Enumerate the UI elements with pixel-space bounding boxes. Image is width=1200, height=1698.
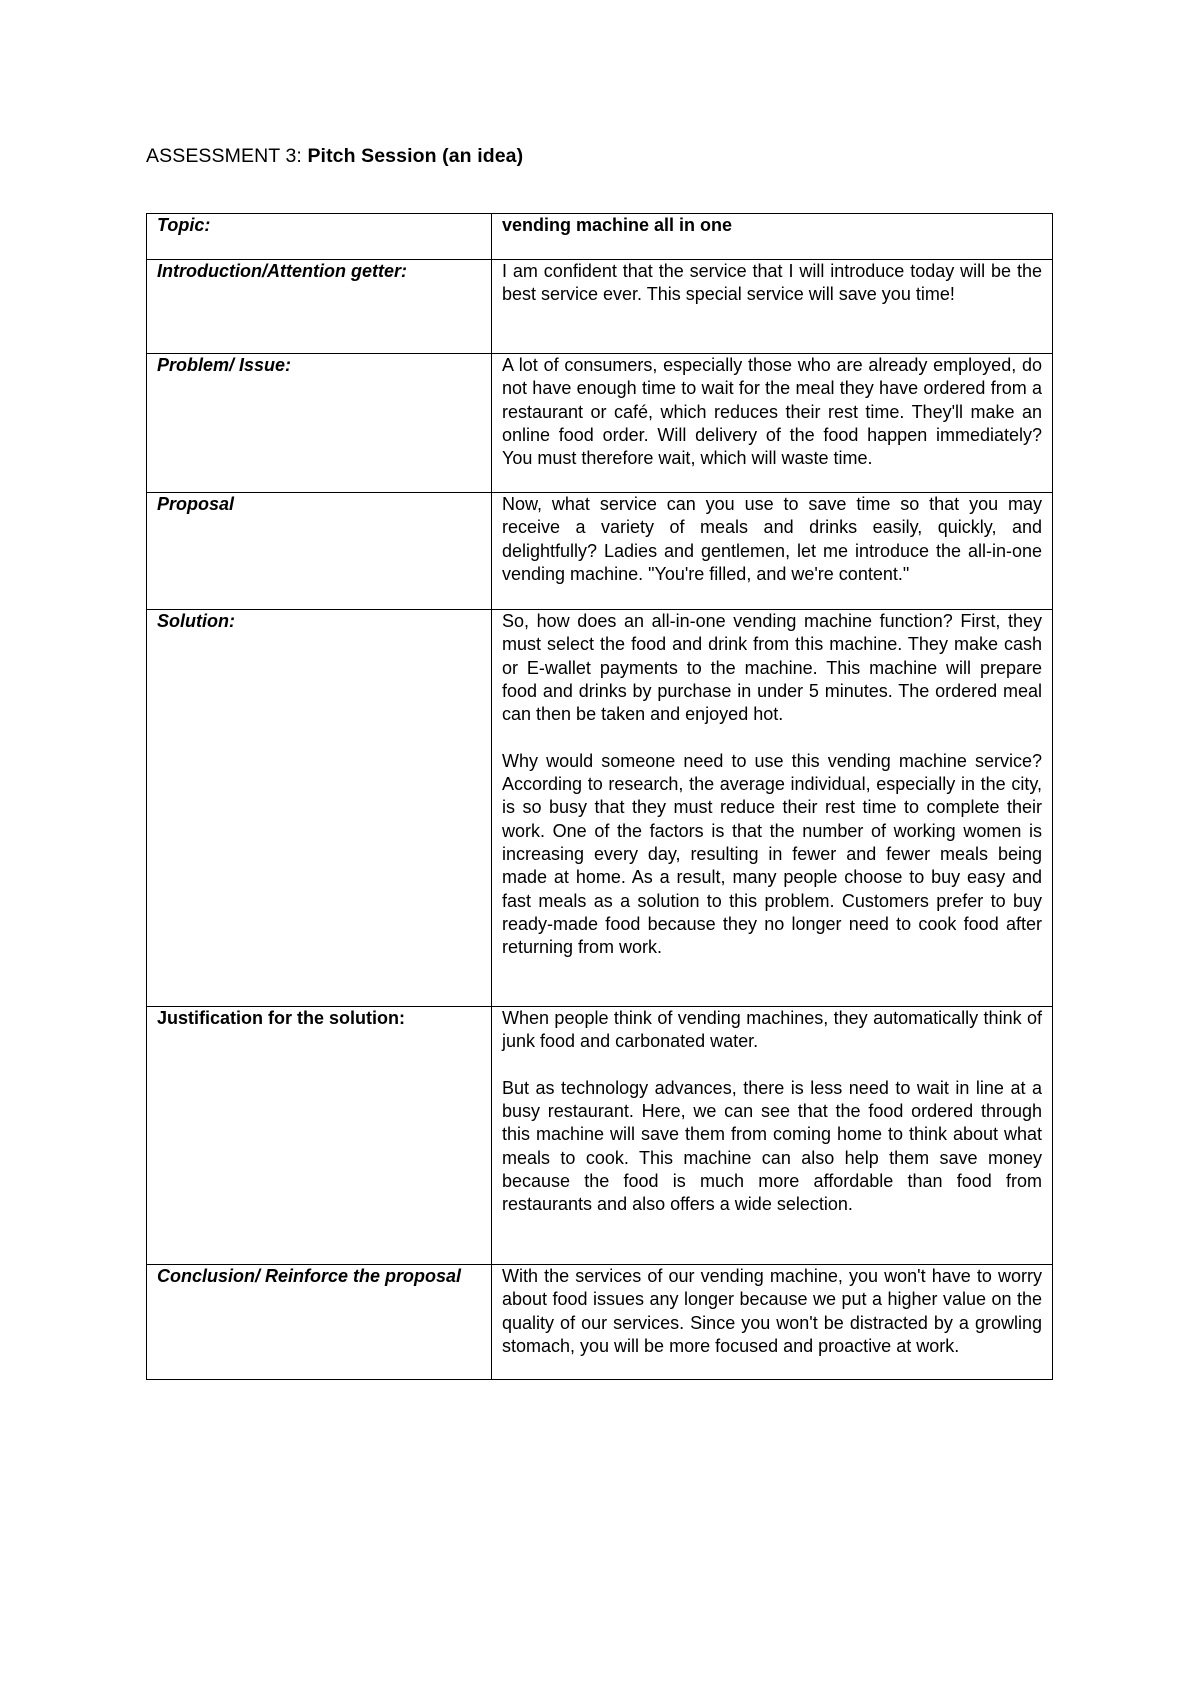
row-content (492, 260, 1053, 354)
row-paragraph: So, how does an all-in-one vending machine function? First, they must select the food and drink from this machine. They make cash or E-wallet payments to the machine. This machine will prepare food and drinks by purchase in under 5 minutes. The ordered meal can then be taken and enjoyed hot. (502, 611, 1042, 725)
page-title (146, 145, 523, 168)
row-paragraph: Why would someone need to use this vending machine service? According to research, the average individual, especially in the city, is so busy that they must reduce their rest time to complete their work. One of the factors is that the number of working women is increasing every day, resulting in fewer and fewer meals being made at home. As a result, many people choose to buy easy and fast meals as a solution to this problem. Customers prefer to buy ready-made food because they no longer need to cook food after returning from work. (502, 750, 1042, 958)
row-label: Topic: (147, 214, 492, 260)
row-content (492, 214, 1053, 260)
table-row-justification (147, 1007, 1053, 1265)
table-row-topic (147, 214, 1053, 260)
row-content (492, 354, 1053, 493)
row-label: Problem/ Issue: (147, 354, 492, 493)
row-paragraph: I am confident that the service that I will introduce today will be the best service ever. This special service will save you time! (502, 261, 1042, 305)
row-paragraph: But as technology advances, there is less need to wait in line at a busy restaurant. Here, we can see that the food ordered through this machine will save them from coming home to think about what meals to cook. This machine can also help them save money because the food is much more affordable than food from restaurants and also offers a wide selection. (502, 1077, 1042, 1215)
row-paragraph: When people think of vending machines, they automatically think of junk food and carbonated water. (502, 1008, 1042, 1052)
row-paragraph: vending machine all in one (502, 215, 733, 235)
row-label: Solution: (147, 610, 492, 1007)
row-paragraph: A lot of consumers, especially those who are already employed, do not have enough time to wait for the meal they have ordered from a restaurant or café, which reduces their rest time. They'll make an online food order. Will delivery of the food happen immediately? You must therefore wait, which will waste time. (502, 355, 1042, 469)
row-paragraph: Now, what service can you use to save time so that you may receive a variety of meals and drinks easily, quickly, and delightfully? Ladies and gentlemen, let me introduce the all-in-one vending machine. "You're filled, and we're content." (502, 494, 1042, 584)
row-content (492, 1265, 1053, 1380)
row-content (492, 1007, 1053, 1265)
row-content (492, 610, 1053, 1007)
row-label: Proposal (147, 493, 492, 610)
table-row-solution (147, 610, 1053, 1007)
title-prefix: ASSESSMENT 3: (146, 145, 302, 167)
row-content (492, 493, 1053, 610)
row-label: Introduction/Attention getter: (147, 260, 492, 354)
table-row-conclusion (147, 1265, 1053, 1380)
row-label: Conclusion/ Reinforce the proposal (147, 1265, 492, 1380)
table-row-introduction (147, 260, 1053, 354)
table-row-problem (147, 354, 1053, 493)
row-label: Justification for the solution: (147, 1007, 492, 1265)
row-paragraph: With the services of our vending machine, you won't have to worry about food issues any longer because we put a higher value on the quality of our services. Since you won't be distracted by a growling stomach, you will be more focused and proactive at work. (502, 1266, 1042, 1356)
table-row-proposal (147, 493, 1053, 610)
title-rest: Pitch Session (an idea) (301, 145, 524, 167)
pitch-table (146, 213, 1053, 1380)
